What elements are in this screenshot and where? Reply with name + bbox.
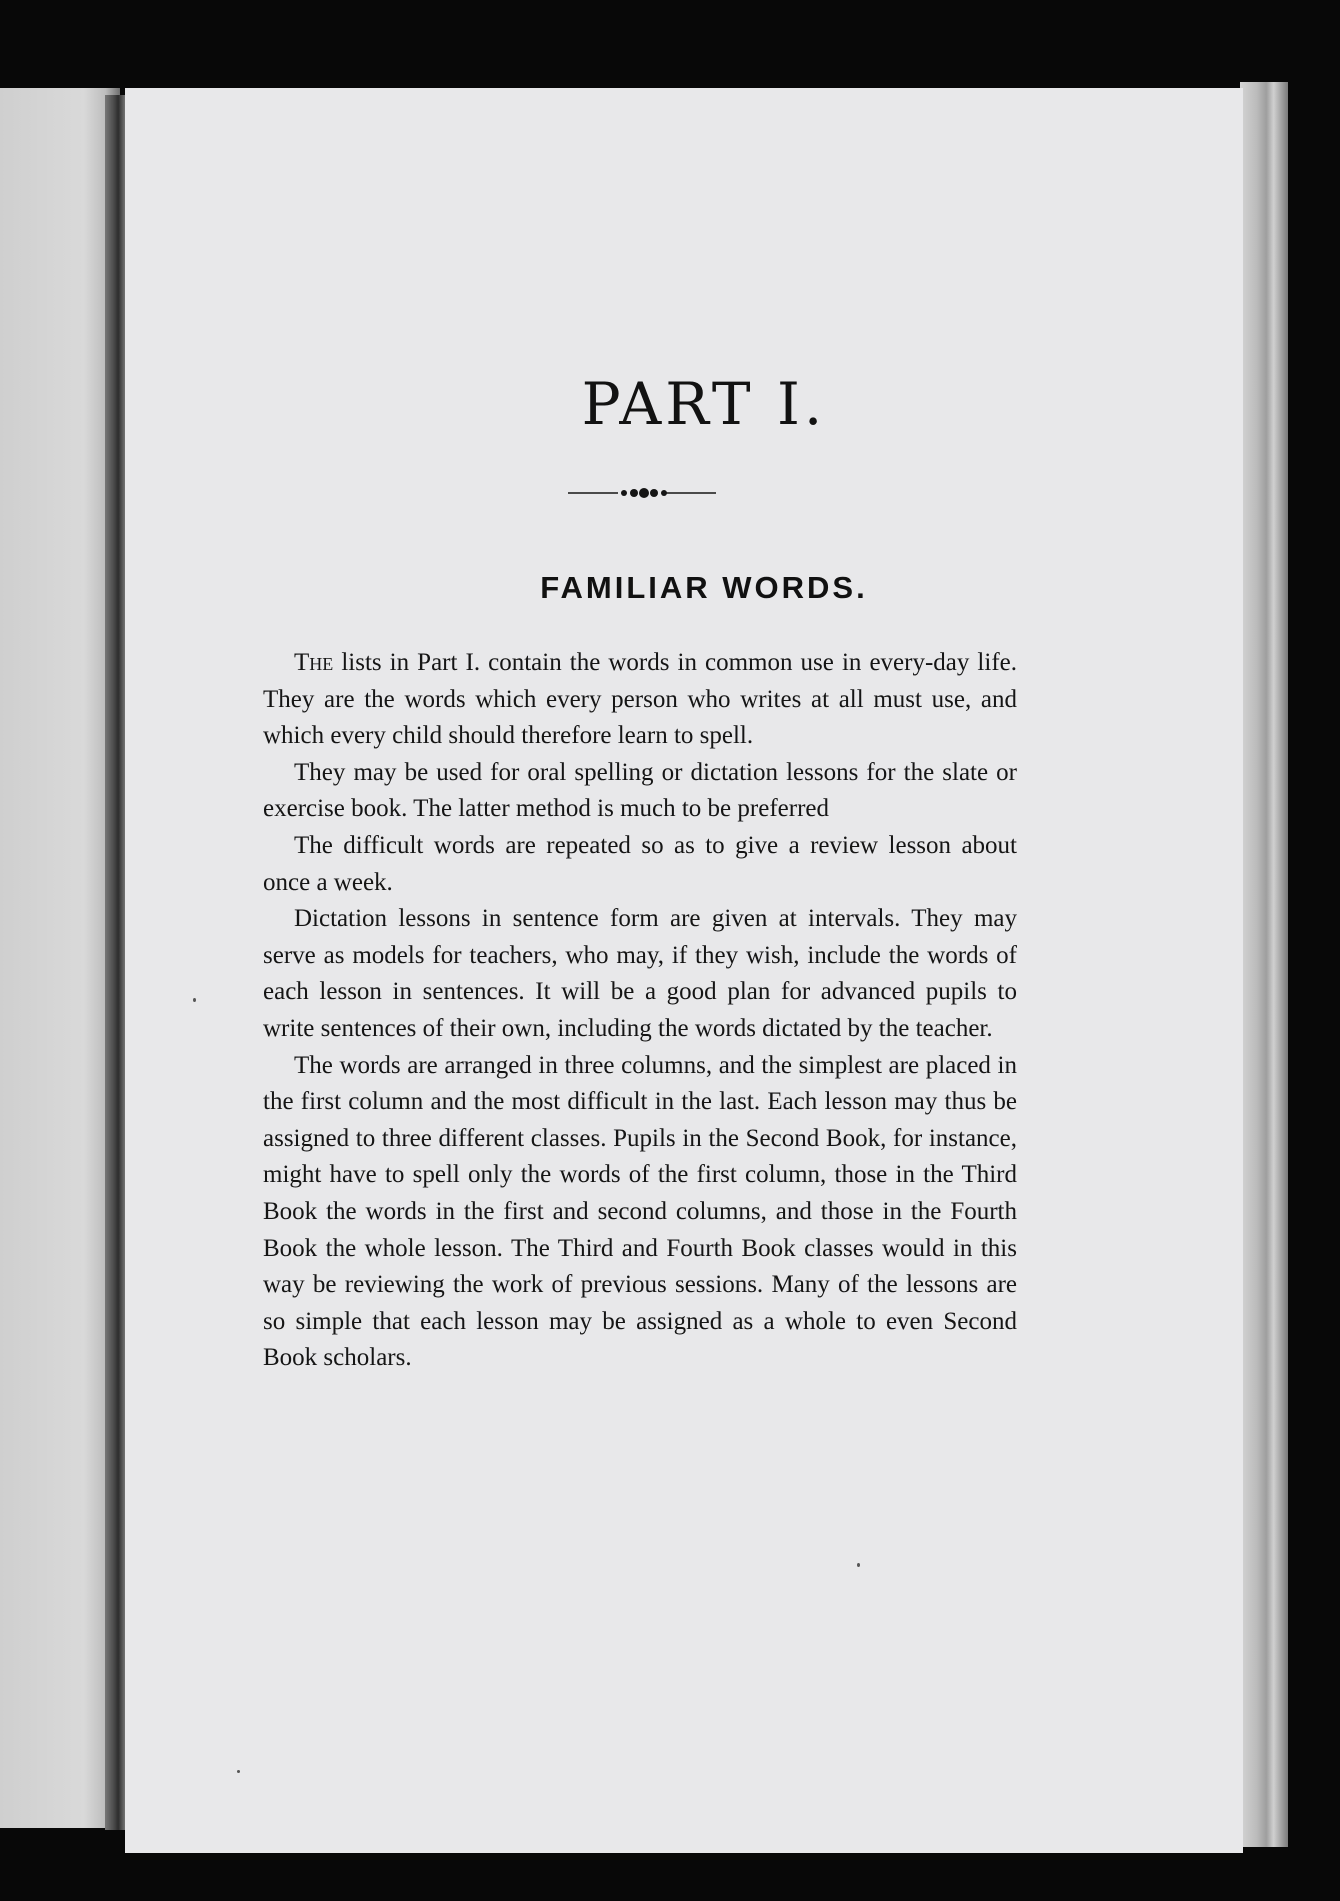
paragraph: The difficult words are repeated so as to give a review lesson about once a week. xyxy=(263,831,1017,896)
section-heading: FAMILIAR WORDS. xyxy=(540,570,868,605)
book-page xyxy=(125,88,1243,1853)
paragraph-text: lists in Part I. contain the words in common use in every-day life. They are the words which every person who writes at all must use, and which every child should therefore learn to spell. xyxy=(263,649,1017,750)
ornament-divider-icon xyxy=(568,486,716,500)
part-title: PART I. xyxy=(581,370,827,438)
book-spine-shadow xyxy=(105,95,127,1830)
scan-speck xyxy=(193,998,196,1002)
left-page-edge xyxy=(0,88,120,1828)
scan-speck xyxy=(237,1770,240,1773)
paragraph-lead-word: The xyxy=(294,649,334,676)
body-text xyxy=(263,645,1017,1377)
paragraph: They may be used for oral spelling or dictation lessons for the slate or exercise book. The latter method is much to be preferred xyxy=(263,758,1017,823)
paragraph: Dictation lessons in sentence form are given at intervals. They may serve as models for teachers, who may, if they wish, include the words of each lesson in sentences. It will be a good plan for advanced pupils to write sentences of their own, including the words dictated by the teacher. xyxy=(263,905,1017,1042)
scan-speck xyxy=(857,1563,860,1567)
right-page-edge xyxy=(1240,82,1288,1847)
paragraph xyxy=(263,645,1017,755)
paragraph: The words are arranged in three columns, and the simplest are placed in the first column and the most difficult in the last. Each lesson may thus be assigned to three different classes. Pupils in the Second Book, for instance, might have to spell only the words of the first column, those in the Third Book the words in the first and second columns, and those in the Fourth Book the whole lesson. The Third and Fourth Book classes would in this way be reviewing the work of previous sessions. Many of the lessons are so simple that each lesson may be assigned as a whole to even Second Book scholars. xyxy=(263,1051,1017,1372)
